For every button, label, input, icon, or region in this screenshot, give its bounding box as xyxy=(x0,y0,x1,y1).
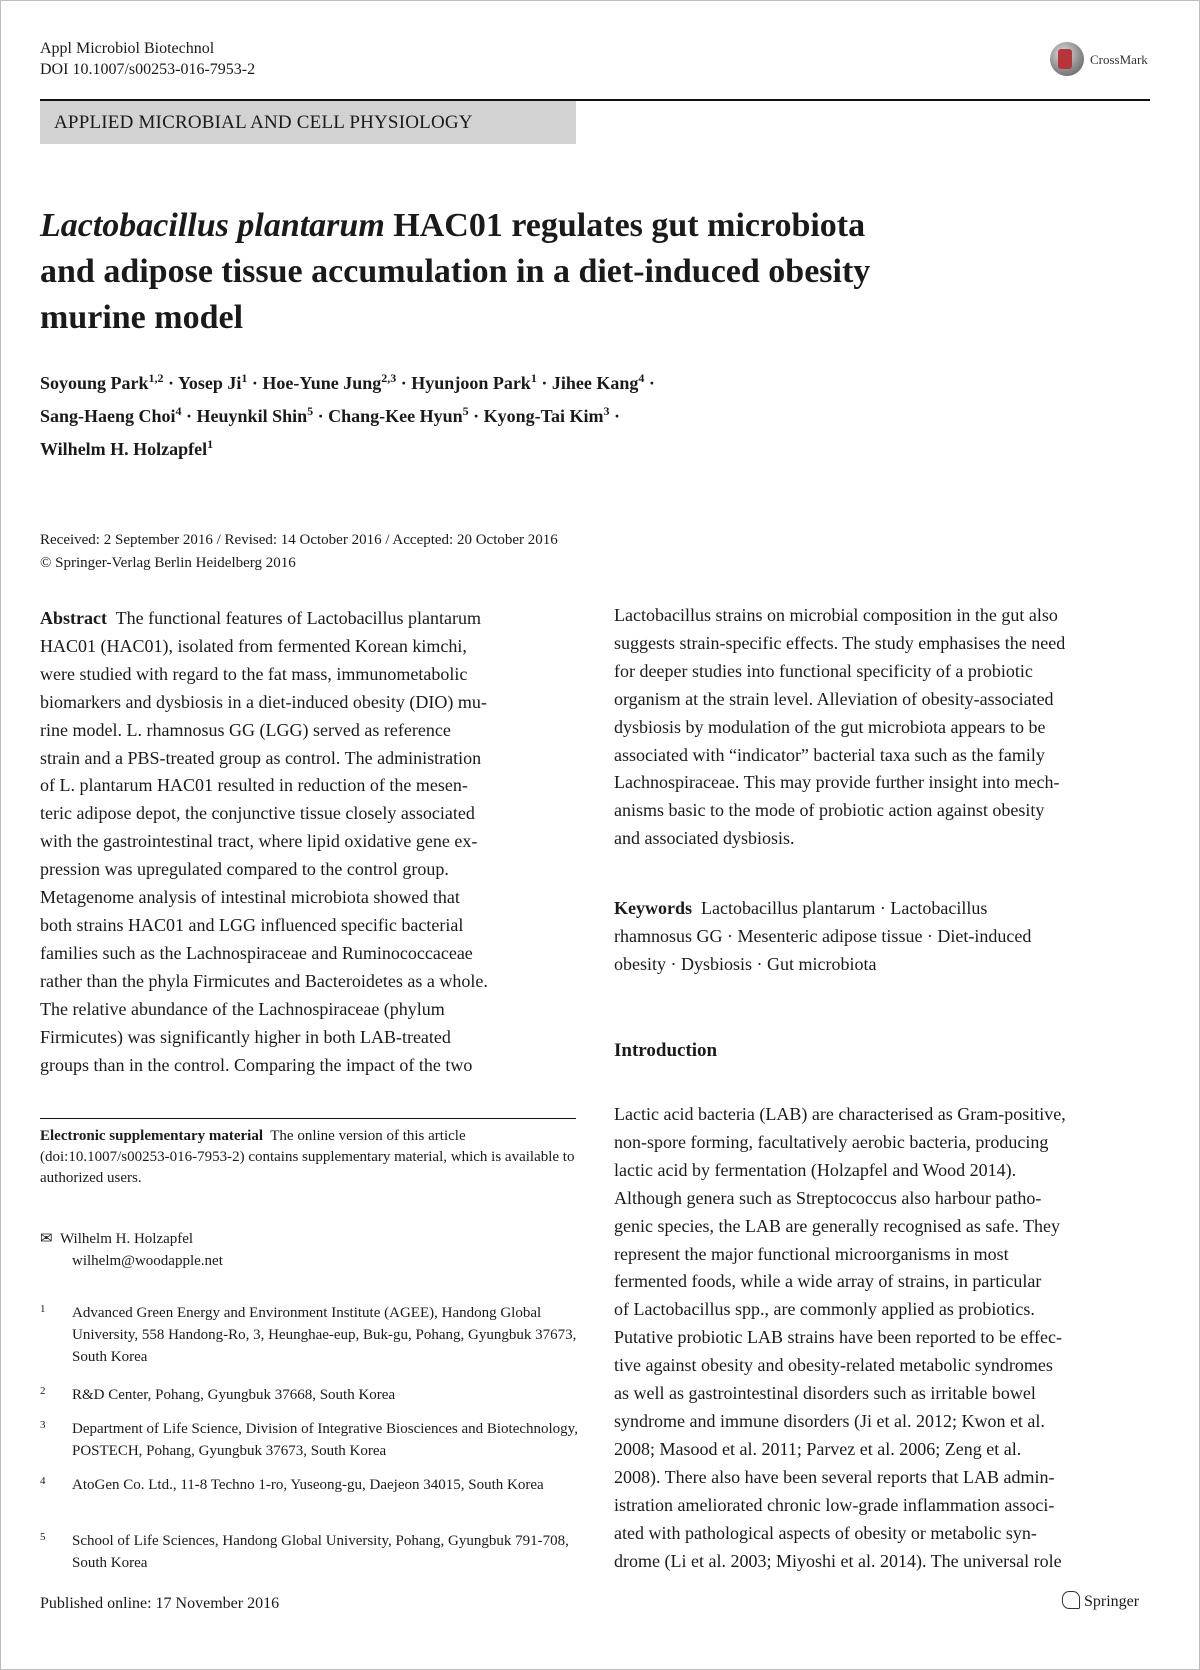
abstract-line: dysbiosis by modulation of the gut microbiota appears to be xyxy=(614,716,1046,737)
crossmark-badge[interactable] xyxy=(1050,42,1150,82)
abstract-line: of L. plantarum HAC01 resulted in reduction of the mesen- xyxy=(40,775,468,796)
abstract-column xyxy=(40,605,576,1079)
intro-line: lactic acid by fermentation (Holzapfel and Wood 2014). xyxy=(614,1159,1017,1180)
corresponding-email[interactable]: wilhelm@woodapple.net xyxy=(72,1253,223,1269)
abstract-line: and associated dysbiosis. xyxy=(614,828,795,849)
affiliation: 1 Advanced Green Energy and Environment Institute (AGEE), Handong Global University, 558 Handong-Ro, 3, Heunghae-eup, Buk-gu, Pohang, Gyungbuk 37673, South Korea xyxy=(40,1303,577,1365)
affiliation: 3 Department of Life Science, Division of Integrative Biosciences and Biotechnology, POSTECH, Pohang, Gyungbuk 37673, South Korea xyxy=(40,1419,578,1459)
abstract-line: anisms basic to the mode of probiotic action against obesity xyxy=(614,800,1045,821)
intro-line: of Lactobacillus spp., are commonly applied as probiotics. xyxy=(614,1299,1035,1320)
intro-line: as well as gastrointestinal disorders such as irritable bowel xyxy=(614,1383,1036,1404)
crossmark-label: CrossMark xyxy=(1090,52,1148,67)
author-affil-ref: 1 xyxy=(241,371,248,385)
supplementary-heading: Electronic supplementary material xyxy=(40,1128,264,1144)
abstract-line: families such as the Lachnospiraceae and Ruminococcaceae xyxy=(40,942,473,963)
footnote-rule xyxy=(40,1118,576,1119)
abstract-line: groups than in the control. Comparing the impact of the two xyxy=(40,1054,473,1075)
correspondence xyxy=(40,1228,223,1272)
intro-line: Putative probiotic LAB strains have been reported to be effec- xyxy=(614,1327,1063,1348)
corresponding-author: Wilhelm H. Holzapfel xyxy=(60,1231,194,1247)
journal-name: Appl Microbiol Biotechnol xyxy=(40,40,215,57)
author[interactable]: Wilhelm H. Holzapfel xyxy=(40,439,208,459)
author-affil-ref: 4 xyxy=(638,371,645,385)
introduction-heading: Introduction xyxy=(614,1040,718,1061)
abstract-line: both strains HAC01 and LGG influenced specific bacterial xyxy=(40,914,464,935)
author[interactable]: Sang-Haeng Choi xyxy=(40,406,176,426)
abstract-line: organism at the strain level. Alleviation of obesity-associated xyxy=(614,688,1054,709)
envelope-icon: ✉ xyxy=(40,1231,53,1247)
crossmark-icon xyxy=(1050,42,1084,76)
intro-line: 2008). There also have been several reports that LAB admin- xyxy=(614,1466,1055,1487)
abstract-line: Lachnospiraceae. This may provide further insight into mech- xyxy=(614,772,1060,793)
author-affil-ref: 5 xyxy=(307,404,314,418)
abstract-line: strain and a PBS-treated group as control. The administration xyxy=(40,747,482,768)
published-date: Published online: 17 November 2016 xyxy=(40,1595,280,1612)
intro-line: represent the major functional microorganisms in most xyxy=(614,1243,1009,1264)
author[interactable]: Yosep Ji xyxy=(177,373,242,393)
intro-line: istration ameliorated chronic low-grade inflammation associ- xyxy=(614,1494,1055,1515)
article-dates xyxy=(40,529,558,575)
author-affil-ref: 1,2 xyxy=(148,371,164,385)
abstract-line: biomarkers and dysbiosis in a diet-induced obesity (DIO) mu- xyxy=(40,691,487,712)
author[interactable]: Soyoung Park xyxy=(40,373,149,393)
author-list: Soyoung Park$^{1,2}$ · Yosep $Ji^1$ · Hoe-Yune Jung$^{2,3}$ · Hyunjoon Park$^1$ · Jihee Kang$^4$ · Sang-Haeng Choi$^4$ · Heuynkil Shin$^5$ · Chang-Kee Hyun$^5$ · Kyong-Tai Kim$^3$ · Wilhelm H. Holzapfel$^1$ xyxy=(40,371,655,459)
abstract-line: Abstract The functional features of Lactobacillus plantarum xyxy=(40,608,482,628)
author-affil-ref: 3 xyxy=(603,404,610,418)
abstract-line: pression was upregulated compared to the control group. xyxy=(40,859,449,880)
abstract-line: Metagenome analysis of intestinal microbiota showed that xyxy=(40,887,460,908)
abstract-continuation xyxy=(614,602,1150,853)
publisher-name: Springer xyxy=(1084,1593,1140,1610)
abstract-line: associated with “indicator” bacterial taxa such as the family xyxy=(614,744,1045,765)
abstract-line: rine model. L. rhamnosus GG (LGG) served as reference xyxy=(40,719,451,740)
keywords-heading: Keywords xyxy=(614,898,692,918)
author-affil-ref: 1 xyxy=(207,437,214,451)
author[interactable]: Kyong-Tai Kim xyxy=(483,406,604,426)
title-species: Lactobacillus plantarum xyxy=(40,207,385,244)
article-title xyxy=(40,203,1040,341)
history-dates: Received: 2 September 2016 / Revised: 14 October 2016 / Accepted: 20 October 2016 xyxy=(40,532,558,548)
abstract-line: Lactobacillus strains on microbial composition in the gut also xyxy=(614,605,1058,625)
title-line1-rest: HAC01 regulates gut microbiota xyxy=(384,207,866,244)
abstract-line: rather than the phyla Firmicutes and Bacteroidetes as a whole. xyxy=(40,970,488,991)
author[interactable]: Hyunjoon Park xyxy=(411,373,531,393)
abstract-line: The relative abundance of the Lachnospiraceae (phylum xyxy=(40,998,445,1019)
publisher-logo xyxy=(1062,1591,1139,1611)
springer-horse-icon xyxy=(1062,1591,1080,1609)
abstract-heading: Abstract xyxy=(40,608,107,628)
keywords: Keywords Lactobacillus plantarum · Lactobacillus rhamnosus GG · Mesenteric adipose tissue · Diet-induced obesity · Dysbiosis · Gut microbiota xyxy=(614,898,1032,974)
supplementary-text: The online version of this article (doi:10.1007/s00253-016-7953-2) contains supplementary material, which is available to authorized users. xyxy=(40,1128,575,1186)
copyright: © Springer-Verlag Berlin Heidelberg 2016 xyxy=(40,555,296,571)
abstract-line: suggests strain-specific effects. The study emphasises the need xyxy=(614,632,1066,653)
intro-line: Lactic acid bacteria (LAB) are characterised as Gram-positive, xyxy=(614,1104,1066,1124)
author-affil-ref: 1 xyxy=(530,371,537,385)
intro-line: syndrome and immune disorders (Ji et al. 2012; Kwon et al. xyxy=(614,1410,1045,1431)
journal-doi[interactable]: DOI 10.1007/s00253-016-7953-2 xyxy=(40,61,256,78)
title-line3: murine model xyxy=(40,299,244,336)
abstract-line: with the gastrointestinal tract, where lipid oxidative gene ex- xyxy=(40,831,478,852)
author-affil-ref: 4 xyxy=(175,404,182,418)
intro-line: fermented foods, while a wide array of strains, in particular xyxy=(614,1271,1042,1292)
author-affil-ref: 2,3 xyxy=(381,371,397,385)
journal-header xyxy=(40,38,255,80)
affiliation: 4 AtoGen Co. Ltd., 11-8 Techno 1-ro, Yuseong-gu, Daejeon 34015, South Korea xyxy=(40,1475,544,1493)
title-line2: and adipose tissue accumulation in a diet-induced obesity xyxy=(40,253,871,290)
intro-line: genic species, the LAB are generally recognised as safe. They xyxy=(614,1215,1060,1236)
author[interactable]: Heuynkil Shin xyxy=(196,406,308,426)
author[interactable]: Hoe-Yune Jung xyxy=(262,373,382,393)
abstract-line: for deeper studies into functional specificity of a probiotic xyxy=(614,660,1033,681)
intro-line: non-spore forming, facultatively aerobic bacteria, producing xyxy=(614,1131,1049,1152)
intro-line: 2008; Masood et al. 2011; Parvez et al. 2006; Zeng et al. xyxy=(614,1438,1022,1459)
author[interactable]: Jihee Kang xyxy=(551,373,639,393)
affiliation: 2 R&D Center, Pohang, Gyungbuk 37668, South Korea xyxy=(40,1385,396,1403)
author-affil-ref: 5 xyxy=(462,404,469,418)
affiliation: 5 School of Life Sciences, Handong Global University, Pohang, Gyungbuk 791-708, South Korea xyxy=(40,1531,569,1571)
introduction-body xyxy=(614,1101,1150,1575)
section-label: APPLIED MICROBIAL AND CELL PHYSIOLOGY xyxy=(40,101,576,144)
intro-line: Although genera such as Streptococcus also harbour patho- xyxy=(614,1187,1042,1208)
abstract-line: HAC01 (HAC01), isolated from fermented Korean kimchi, xyxy=(40,635,467,656)
intro-line: ated with pathological aspects of obesity or metabolic syn- xyxy=(614,1522,1037,1543)
abstract-line: Firmicutes) was significantly higher in both LAB-treated xyxy=(40,1026,451,1047)
supplementary-note xyxy=(40,1126,576,1189)
author[interactable]: Chang-Kee Hyun xyxy=(328,406,463,426)
intro-line: tive against obesity and obesity-related metabolic syndromes xyxy=(614,1355,1053,1376)
abstract-line: were studied with regard to the fat mass, immunometabolic xyxy=(40,663,468,684)
intro-line: drome (Li et al. 2003; Miyoshi et al. 2014). The universal role xyxy=(614,1550,1062,1571)
abstract-line: teric adipose depot, the conjunctive tissue closely associated xyxy=(40,803,475,824)
